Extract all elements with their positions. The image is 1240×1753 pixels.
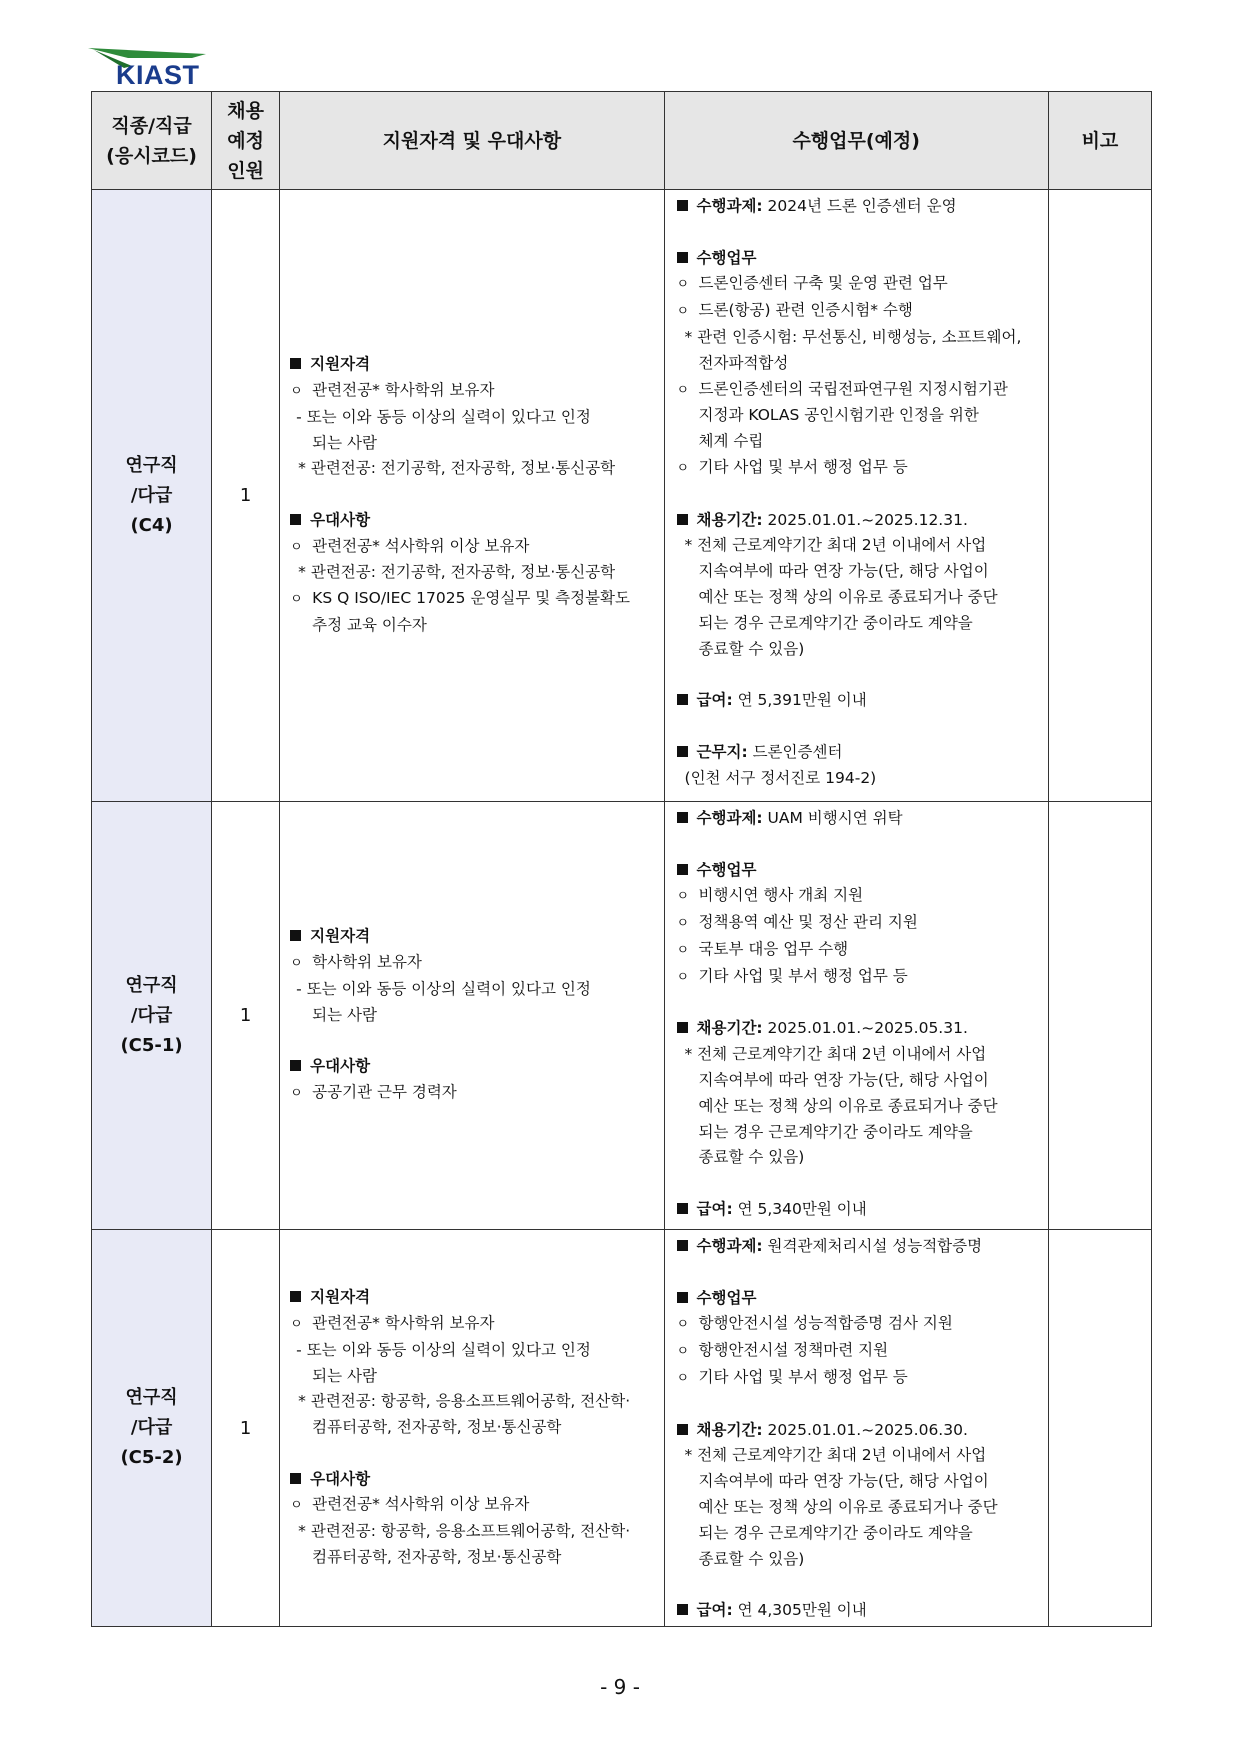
qualification-cell [280, 802, 664, 1230]
square-bullet-icon [677, 694, 688, 705]
position-code-cell [92, 190, 212, 802]
continuation-line: 예산 또는 정책 상의 이유로 종료되거나 중단 [698, 587, 998, 606]
circle-bullet-icon: ㅇ [290, 1498, 303, 1514]
circle-bullet-icon: ㅇ [676, 460, 690, 476]
square-bullet-icon [290, 358, 301, 369]
continuation-line: 지속여부에 따라 연장 가능(단, 해당 사업이 [698, 1070, 989, 1089]
square-bullet-icon [677, 514, 688, 525]
section-label: 급여: [696, 1199, 733, 1218]
bullet-item [677, 1338, 1042, 1365]
section-value: 연 5,340만원 이내 [732, 1199, 867, 1218]
section-label: 지원자격 [310, 355, 371, 374]
continuation-line: 되는 경우 근로계약기간 중이라도 계약을 [698, 1523, 973, 1542]
circle-bullet-icon: ㅇ [290, 956, 303, 971]
circle-bullet-icon: ㅇ [676, 942, 690, 958]
section-label: 우대사항 [310, 1057, 371, 1076]
square-bullet-icon [677, 1022, 688, 1033]
bullet-text: 관련전공* 학사학위 보유자 [312, 1313, 495, 1332]
remarks-cell [1048, 1230, 1151, 1627]
bullet-item [677, 1311, 1042, 1338]
note-line: * 전체 근로계약기간 최대 2년 이내에서 사업 [684, 1446, 987, 1465]
section-value: 원격관제처리시설 성능적합증명 [762, 1237, 983, 1255]
bullet-item [677, 1365, 1042, 1392]
square-bullet-icon [677, 1203, 688, 1214]
bullet-text: 기타 사업 및 부서 행정 업무 등 [698, 1367, 908, 1386]
section-label: 수행과제: [696, 809, 763, 827]
section-heading [290, 1467, 655, 1493]
circle-bullet-icon: ㅇ [676, 1317, 690, 1333]
position-line: (C5-2) [120, 1447, 183, 1468]
dash-line: - 또는 이와 동등 이상의 실력이 있다고 인정 [296, 407, 591, 426]
continuation-line: 되는 경우 근로계약기간 중이라도 계약을 [698, 613, 973, 632]
square-bullet-icon [677, 864, 688, 875]
remarks-cell [1048, 190, 1151, 802]
bullet-item [290, 1311, 655, 1338]
section-value: 연 5,391만원 이내 [732, 691, 867, 710]
continuation-line: 예산 또는 정책 상의 이유로 종료되거나 중단 [698, 1096, 998, 1115]
spacer [677, 1392, 1042, 1418]
bullet-item [290, 586, 655, 613]
section-label: 우대사항 [310, 510, 371, 529]
qualification-cell [280, 190, 664, 802]
table-row [92, 1230, 1152, 1627]
bullet-text: 국토부 대응 업무 수행 [698, 939, 849, 958]
section-heading [290, 508, 655, 534]
position-line: 연구직 [125, 1387, 178, 1408]
dash-line: - 또는 이와 동등 이상의 실력이 있다고 인정 [296, 979, 591, 998]
section-value: UAM 비행시연 위탁 [762, 809, 903, 827]
circle-bullet-icon: ㅇ [676, 382, 690, 398]
circle-bullet-icon: ㅇ [290, 539, 303, 555]
header-position: 직종/직급 (응시코드) [92, 92, 212, 190]
duties-cell [664, 802, 1048, 1230]
continuation-line: 전자파적합성 [698, 353, 789, 372]
position-line: (C5-1) [120, 1034, 183, 1056]
circle-bullet-icon: ㅇ [676, 277, 690, 293]
note-line: * 전체 근로계약기간 최대 2년 이내에서 사업 [684, 1045, 987, 1064]
continuation-line: 예산 또는 정책 상의 이유로 종료되거나 중단 [698, 1497, 998, 1516]
bullet-text: 항행안전시설 정책마련 지원 [698, 1341, 889, 1360]
bullet-item [677, 377, 1042, 404]
spacer [677, 482, 1042, 508]
header-qualification: 지원자격 및 우대사항 [280, 92, 664, 190]
bullet-item [677, 298, 1042, 325]
square-bullet-icon [677, 1604, 688, 1615]
page-number: - 9 - [600, 1675, 640, 1699]
header-remarks: 비고 [1048, 92, 1151, 190]
bullet-text: 드론인증센터의 국립전파연구원 지정시험기관 [698, 379, 1008, 398]
bullet-item [677, 910, 1042, 937]
section-heading [677, 688, 1042, 714]
section-heading [677, 1197, 1042, 1223]
continuation-line: 되는 사람 [312, 1366, 377, 1385]
section-value: 연 4,305만원 이내 [732, 1601, 867, 1620]
section-heading [290, 1285, 655, 1311]
square-bullet-icon [677, 252, 688, 263]
continuation-line: 컴퓨터공학, 전자공학, 정보·통신공학 [312, 1548, 562, 1567]
square-bullet-icon [677, 812, 688, 823]
position-code-cell [92, 802, 212, 1230]
square-bullet-icon [677, 746, 688, 757]
section-heading [677, 806, 1042, 832]
bullet-item [290, 1080, 655, 1107]
section-heading [677, 1598, 1042, 1624]
circle-bullet-icon: ㅇ [290, 383, 303, 399]
square-bullet-icon [290, 930, 301, 941]
circle-bullet-icon: ㅇ [676, 969, 690, 985]
continuation-line: 지속여부에 따라 연장 가능(단, 해당 사업이 [698, 1472, 989, 1491]
circle-bullet-icon: ㅇ [676, 1344, 690, 1360]
spacer [677, 220, 1042, 246]
spacer [290, 1441, 655, 1467]
section-heading [290, 1054, 655, 1080]
note-line: * 전체 근로계약기간 최대 2년 이내에서 사업 [684, 536, 987, 555]
continuation-line: 지속여부에 따라 연장 가능(단, 해당 사업이 [698, 562, 989, 581]
bullet-text: 학사학위 보유자 [312, 953, 422, 971]
bullet-item [677, 883, 1042, 910]
bullet-text: 관련전공* 석사학위 이상 보유자 [312, 536, 530, 555]
spacer [677, 991, 1042, 1017]
note-line: * 관련전공: 전기공학, 전자공학, 정보·통신공학 [298, 563, 616, 582]
section-value: 2025.01.01.~2025.12.31. [762, 510, 968, 529]
section-label: 채용기간: [696, 1420, 763, 1439]
bullet-item [677, 271, 1042, 298]
continuation-line: 종료할 수 있음) [698, 1549, 805, 1568]
circle-bullet-icon: ㅇ [290, 1316, 303, 1332]
position-line: 연구직 [125, 974, 178, 996]
continuation-line: 되는 사람 [312, 433, 377, 452]
section-label: 수행업무 [696, 1288, 757, 1307]
section-label: 급여: [696, 691, 733, 710]
square-bullet-icon [290, 1060, 301, 1071]
section-label: 지원자격 [310, 927, 371, 946]
section-heading [677, 194, 1042, 220]
continuation-line: 되는 경우 근로계약기간 중이라도 계약을 [698, 1122, 973, 1141]
duties-cell [664, 190, 1048, 802]
continuation-line: 지정과 KOLAS 공인시험기관 인정을 위한 [698, 406, 979, 425]
bullet-text: 비행시연 행사 개최 지원 [698, 886, 864, 905]
bullet-text: 드론인증센터 구축 및 운영 관련 업무 [698, 274, 948, 293]
spacer [677, 1572, 1042, 1598]
section-heading [677, 246, 1042, 272]
bullet-item [290, 534, 655, 561]
bullet-item [290, 950, 655, 977]
note-line: (인천 서구 정서진로 194-2) [684, 768, 877, 787]
bullet-text: 관련전공* 학사학위 보유자 [312, 380, 495, 399]
spacer [677, 1260, 1042, 1286]
section-heading [677, 1234, 1042, 1260]
section-heading [677, 508, 1042, 534]
circle-bullet-icon: ㅇ [290, 592, 303, 608]
section-label: 수행업무 [696, 248, 757, 267]
section-value: 2024년 드론 인증센터 운영 [762, 197, 957, 215]
note-line: * 관련전공: 항공학, 응용소프트웨어공학, 전산학· [298, 1392, 631, 1411]
dash-line: - 또는 이와 동등 이상의 실력이 있다고 인정 [296, 1340, 591, 1359]
section-label: 채용기간: [696, 1019, 763, 1038]
section-value: 2025.01.01.~2025.06.30. [762, 1420, 968, 1439]
square-bullet-icon [677, 1424, 688, 1435]
section-label: 지원자격 [310, 1288, 371, 1307]
section-label: 수행업무 [696, 860, 757, 879]
spacer [290, 482, 655, 508]
bullet-text: 공공기관 근무 경력자 [312, 1082, 457, 1101]
spacer [677, 662, 1042, 688]
square-bullet-icon [677, 1240, 688, 1251]
square-bullet-icon [677, 200, 688, 211]
circle-bullet-icon: ㅇ [676, 304, 690, 320]
position-line: 연구직 [125, 454, 178, 476]
bullet-item [677, 964, 1042, 991]
circle-bullet-icon: ㅇ [290, 1085, 303, 1101]
remarks-cell [1048, 802, 1151, 1230]
bullet-text: 항행안전시설 성능적합증명 검사 지원 [698, 1314, 953, 1333]
position-line: /다급 [130, 484, 173, 506]
section-heading [677, 1418, 1042, 1444]
section-heading [290, 352, 655, 378]
note-line: * 관련전공: 항공학, 응용소프트웨어공학, 전산학· [298, 1522, 631, 1541]
position-line: /다급 [130, 1417, 173, 1438]
section-value: 드론인증센터 [747, 742, 843, 761]
hire-count-cell: 1 [212, 190, 280, 802]
circle-bullet-icon: ㅇ [676, 916, 690, 932]
hire-count-cell: 1 [212, 802, 280, 1230]
header-duties: 수행업무(예정) [664, 92, 1048, 190]
section-label: 급여: [696, 1601, 733, 1620]
bullet-item [290, 1492, 655, 1519]
continuation-line: 추정 교육 이수자 [312, 616, 427, 635]
section-heading [677, 1016, 1042, 1042]
header-row [92, 92, 1152, 190]
continuation-line: 체계 수립 [698, 432, 764, 451]
duties-cell [664, 1230, 1048, 1627]
circle-bullet-icon: ㅇ [676, 1370, 690, 1386]
note-line: * 관련전공: 전기공학, 전자공학, 정보·통신공학 [298, 459, 616, 478]
square-bullet-icon [290, 1291, 301, 1302]
circle-bullet-icon: ㅇ [676, 889, 690, 905]
bullet-text: 드론(항공) 관련 인증시험* 수행 [698, 301, 913, 320]
qualification-cell [280, 1230, 664, 1627]
bullet-text: 정책용역 예산 및 정산 관리 지원 [698, 913, 918, 932]
continuation-line: 되는 사람 [312, 1005, 377, 1024]
continuation-line: 종료할 수 있음) [698, 639, 805, 658]
section-label: 수행과제: [696, 1237, 763, 1255]
logo-text: KIAST [116, 60, 200, 90]
section-value: 2025.01.01.~2025.05.31. [762, 1019, 968, 1038]
note-line: * 관련 인증시험: 무선통신, 비행성능, 소프트웨어, [684, 327, 1022, 346]
section-label: 채용기간: [696, 510, 763, 529]
bullet-text: 기타 사업 및 부서 행정 업무 등 [698, 457, 908, 476]
position-line: /다급 [130, 1004, 173, 1026]
spacer [677, 714, 1042, 740]
spacer [677, 1171, 1042, 1197]
header-count: 채용 예정 인원 [212, 92, 280, 190]
table-row [92, 802, 1152, 1230]
continuation-line: 종료할 수 있음) [698, 1148, 805, 1167]
spacer [290, 1028, 655, 1054]
continuation-line: 컴퓨터공학, 전자공학, 정보·통신공학 [312, 1418, 562, 1437]
section-heading [677, 740, 1042, 766]
section-label: 우대사항 [310, 1469, 371, 1488]
hire-count-cell: 1 [212, 1230, 280, 1627]
bullet-text: 관련전공* 석사학위 이상 보유자 [312, 1495, 530, 1514]
position-line: (C4) [130, 514, 173, 536]
square-bullet-icon [677, 1292, 688, 1303]
bullet-item [290, 378, 655, 405]
recruitment-table [91, 91, 1152, 1627]
section-label: 수행과제: [696, 197, 763, 215]
bullet-item [677, 937, 1042, 964]
section-heading [290, 924, 655, 950]
section-heading [677, 1286, 1042, 1312]
square-bullet-icon [290, 1473, 301, 1484]
section-label: 근무지: [696, 742, 748, 761]
table-row [92, 190, 1152, 802]
spacer [677, 832, 1042, 858]
bullet-text: KS Q ISO/IEC 17025 운영실무 및 측정불확도 [312, 589, 630, 608]
bullet-item [677, 455, 1042, 482]
position-code-cell [92, 1230, 212, 1627]
square-bullet-icon [290, 514, 301, 525]
bullet-text: 기타 사업 및 부서 행정 업무 등 [698, 966, 908, 985]
section-heading [677, 858, 1042, 884]
